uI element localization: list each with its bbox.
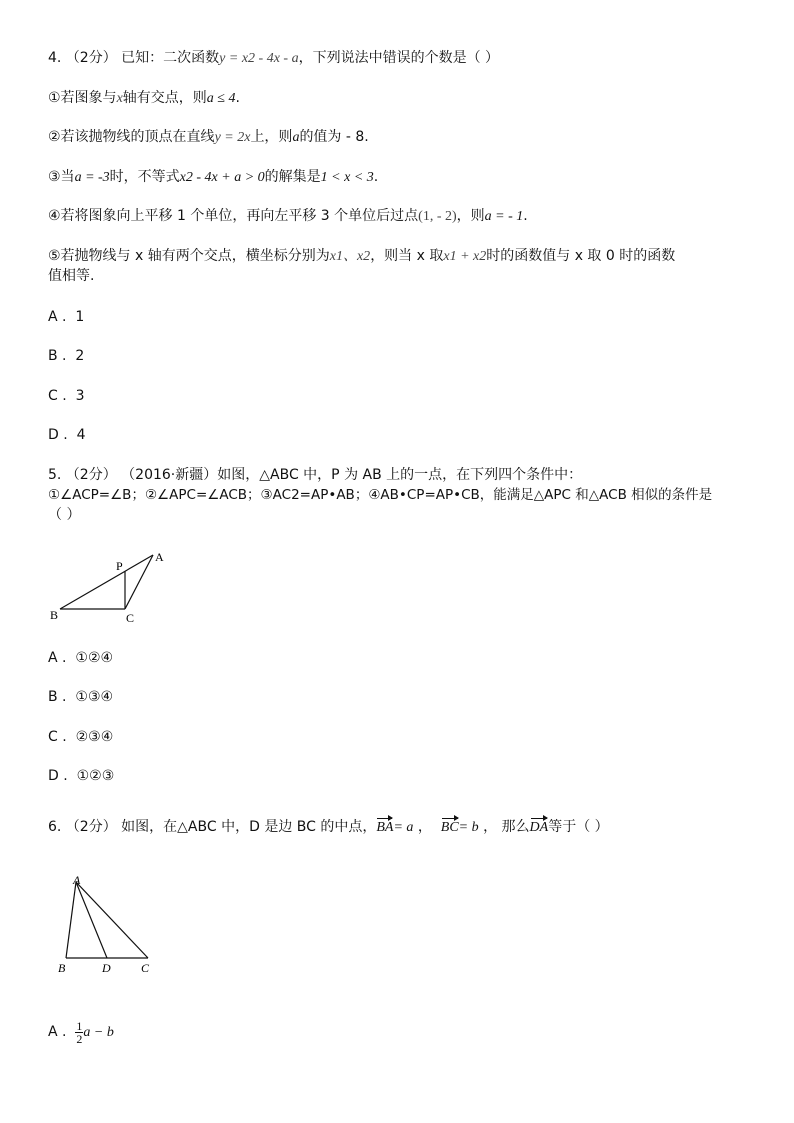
- option-text: ②③④: [75, 729, 114, 745]
- option-text: ①②④: [75, 650, 114, 666]
- q4-s3-text: ③当: [48, 169, 75, 185]
- q5-option-a[interactable]: [48, 648, 113, 668]
- option-text: ①②③: [76, 768, 115, 784]
- q4-s1-x: x: [116, 91, 123, 106]
- label-d: D: [102, 961, 111, 975]
- q4-s2-text: ②若该抛物线的顶点在直线: [48, 129, 215, 145]
- q5-option-d[interactable]: [48, 766, 114, 786]
- q6-eq-a: = a: [393, 820, 414, 835]
- q4-s5-sum: x1 + x2: [443, 249, 487, 264]
- option-letter: D .: [48, 768, 68, 784]
- q4-s3-text3: 的解集是: [264, 169, 321, 185]
- fraction-denominator: 2: [76, 1031, 83, 1046]
- q6-triangle-figure: [50, 872, 165, 977]
- q4-s4-a: a = - 1: [484, 209, 524, 224]
- q5-conds: ①∠ACP=∠B；②∠APC=∠ACB；③AC2=AP•AB；④AB•CP=AP•CB，能满足△APC 和△ACB 相似的条件是: [48, 487, 713, 503]
- label-b: B: [50, 608, 59, 622]
- label-a: A: [73, 873, 81, 887]
- q4-s1-text: ①若图象与: [48, 90, 117, 106]
- q5-option-c[interactable]: [48, 727, 113, 747]
- q5-stem: [48, 465, 582, 485]
- q4-s3-sol: 1 < x < 3: [320, 170, 374, 185]
- label-c: C: [126, 611, 135, 625]
- q4-stem: [48, 48, 499, 69]
- option-text: 4: [76, 427, 86, 443]
- option-text: 2: [75, 348, 85, 364]
- vector-bc: BC: [441, 818, 459, 838]
- q4-option-a[interactable]: [48, 307, 84, 327]
- q4-function: y = x2 - 4x - a: [219, 51, 299, 66]
- option-letter: C .: [48, 388, 67, 404]
- q6-tail-b: 等于（ ）: [548, 819, 609, 835]
- option-letter: A .: [48, 650, 67, 666]
- q4-s3-end: .: [373, 169, 379, 185]
- q6-eq-b: = b: [458, 820, 479, 835]
- label-p: P: [116, 559, 123, 573]
- median-ad: [76, 882, 107, 958]
- q4-statement-2: [48, 127, 369, 148]
- q4-statement-3: [48, 167, 378, 188]
- q4-statement-1: [48, 88, 240, 109]
- side-ac: [76, 882, 148, 958]
- option-letter: D .: [48, 427, 68, 443]
- q4-s1-math: a ≤ 4: [206, 91, 236, 106]
- q6-sep: ，: [417, 819, 432, 835]
- fraction-numerator: 1: [76, 1018, 83, 1033]
- option-letter: C .: [48, 729, 67, 745]
- q6-head: 6. （2分） 如图，在△ABC 中，D 是边 BC 的中点，: [48, 819, 377, 835]
- q4-option-b[interactable]: [48, 346, 84, 366]
- option-letter: B .: [48, 689, 67, 705]
- q4-s4-end: .: [523, 208, 528, 224]
- q4-s5-text2: ，则当 x 取: [370, 248, 444, 264]
- q4-s2-a: a: [292, 130, 300, 145]
- q4-statement-5-cont: [48, 266, 94, 286]
- q6-tail-a: ， 那么: [483, 819, 530, 835]
- option-letter: A .: [48, 1024, 67, 1040]
- option-text: 3: [75, 388, 85, 404]
- q4-s5-text3: 时的函数值与 x 取 0 时的函数: [486, 248, 676, 264]
- q4-s5-roots: x1、x2: [329, 249, 371, 264]
- label-c: C: [141, 961, 150, 975]
- option-text: ①③④: [75, 689, 114, 705]
- q4-option-c[interactable]: [48, 386, 85, 406]
- q4-s2-end: 的值为 - 8.: [299, 129, 369, 145]
- side-ab: [66, 882, 76, 958]
- q4-s5-end: 值相等.: [48, 268, 95, 284]
- q4-s5-text: ⑤若抛物线与 x 轴有两个交点，横坐标分别为: [48, 248, 330, 264]
- q4-s2-line: y = 2x: [214, 130, 251, 145]
- q5-triangle-figure: [45, 545, 170, 630]
- q4-statement-4: [48, 206, 528, 227]
- option-text: 1: [75, 309, 85, 325]
- q5-paren: [48, 505, 80, 525]
- q4-option-d[interactable]: [48, 425, 86, 445]
- q4-s4-text2: ，则: [456, 208, 485, 224]
- q4-s4-text: ④若将图象向上平移 1 个单位，再向左平移 3 个单位后过点: [48, 208, 419, 224]
- q4-statement-5: [48, 246, 675, 267]
- option-expression: a − b: [83, 1025, 114, 1040]
- vector-ba: BA: [376, 818, 393, 838]
- q5-option-b[interactable]: [48, 687, 113, 707]
- q4-s1-text2: 轴有交点，则: [122, 90, 207, 106]
- label-b: B: [58, 961, 66, 975]
- q4-s3-text2: 时，不等式: [109, 169, 180, 185]
- q5-paren-text: （ ）: [48, 507, 81, 523]
- option-letter: A .: [48, 309, 67, 325]
- q4-s3-a: a = -3: [74, 170, 110, 185]
- q6-option-a[interactable]: [48, 1018, 114, 1047]
- q4-s1-end: .: [235, 90, 240, 106]
- vector-da: DA: [530, 818, 549, 838]
- q4-question: ，下列说法中错误的个数是（ ）: [298, 50, 500, 66]
- q5-conditions: [48, 485, 712, 505]
- q6-stem: [48, 817, 609, 838]
- label-a: A: [155, 550, 164, 564]
- option-letter: B .: [48, 348, 67, 364]
- q4-s3-ineq: x2 - 4x + a > 0: [179, 170, 265, 185]
- q4-head: 4. （2分） 已知：二次函数: [48, 50, 220, 66]
- q4-s4-point: (1, - 2): [418, 209, 457, 224]
- q5-head: 5. （2分） （2016·新疆）如图，△ABC 中，P 为 AB 上的一点，在下列四个条件中：: [48, 467, 583, 483]
- q4-s2-text2: 上，则: [250, 129, 293, 145]
